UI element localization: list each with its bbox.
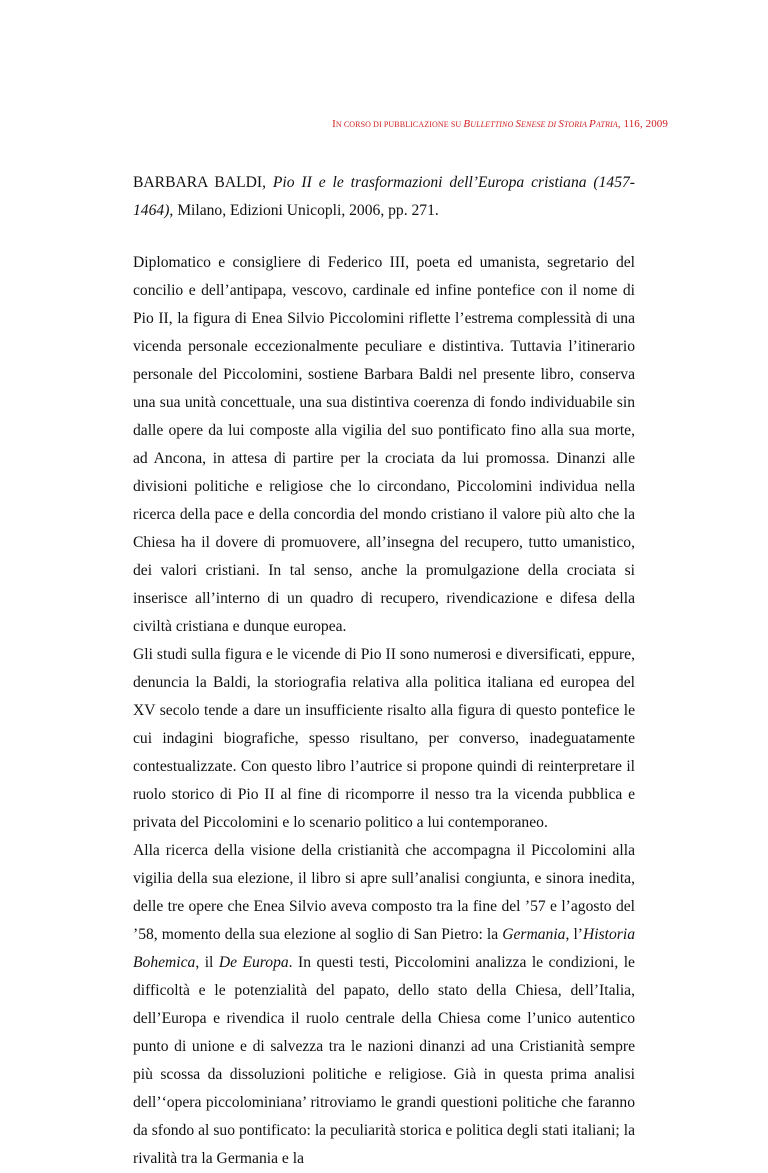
citation-title: Pio II e le trasformazioni dell’Europa cristiana (1457-1464) xyxy=(133,174,636,219)
paragraph-1: Diplomatico e consigliere di Federico III, poeta ed umanista, segretario del concilio e dell’antipapa, vescovo, cardinale ed infine pontefice con il nome di Pio II, la figura di Enea Silvio Piccolomini riflette l’estrema complessità di una vicenda personale eccezionalmente peculiare e distintiva. Tuttavia l’itinerario personale del Piccolomini, sostiene Barbara Baldi nel presente libro, conserva una sua unità concettuale, una sua distintiva coerenza di fondo individuabile sin dalle opere da lui composte alla vigilia del suo pontificato fino alla sua morte, ad Ancona, in attesa di partire per la crociata da lui promossa. Dinanzi alle divisioni politiche e religiose che lo circondano, Piccolomini individua nella ricerca della pace e della concordia del mondo cristiano il valore più alto che la Chiesa ha il dovere di promuovere, all’insegna del recupero, tutto umanistico, dei valori cristiani. In tal senso, anche la promulgazione della crociata si inserisce all’interno di un quadro di recupero, rivendicazione e difesa della civiltà cristiana e dunque europea. xyxy=(133,254,635,635)
running-header xyxy=(332,118,668,130)
paragraph-3-text: Alla ricerca della visione della cristianità che accompagna il Piccolomini alla vigilia della sua elezione, il libro si apre sull’analisi congiunta, e sinora inedita, delle tre opere che Enea Silvio aveva composto tra la fine del ’57 e l’agosto del ’58, momento della sua elezione al soglio di San Pietro: la xyxy=(133,842,635,943)
header-initial: I xyxy=(332,118,336,130)
journal-initial: S xyxy=(515,118,522,130)
paragraph-3-text: , il xyxy=(195,954,219,971)
header-text: N CORSO DI PUBBLICAZIONE SU xyxy=(335,120,464,129)
journal-text: ATRIA xyxy=(595,120,618,129)
journal-initial: P xyxy=(588,118,596,130)
citation-publisher: , Milano, Edizioni Unicopli, 2006, pp. 271. xyxy=(169,202,439,219)
paragraph-3-text: , l’ xyxy=(565,926,583,943)
journal-initial: S xyxy=(558,118,564,130)
paragraph-3-text: . In questi testi, Piccolomini analizza le condizioni, le difficoltà e le potenzialità del papato, dello stato della Chiesa, dell’Italia, dell’Europa e rivendica il ruolo centrale della Chiesa come l’unico autentico punto di unione e di salvezza tra le nazioni dinanzi ad una Cristianità sempre più scossa da dissoluzioni politiche e religiose. Già in questa prima analisi dell’‘opera piccolominiana’ ritroviamo le grandi questioni politiche che faranno da sfondo al suo pontificato: la peculiarità storica e politica degli stati italiani; la rivalità tra la Germania e la xyxy=(133,954,635,1167)
journal-text: TORIA xyxy=(564,120,589,129)
review-body xyxy=(133,249,635,1173)
work-title-de-europa: De Europa xyxy=(218,954,289,971)
book-citation xyxy=(133,169,635,225)
journal-text: ULLETTINO xyxy=(470,120,516,129)
paragraph-3 xyxy=(133,837,635,1173)
citation-separator: , xyxy=(262,174,273,191)
journal-text: ENESE DI xyxy=(521,120,559,129)
work-title-germania: Germania xyxy=(502,926,566,943)
work-title-historia-bohemica: Historia Bohemica xyxy=(133,926,635,971)
header-issue: , 116, 2009 xyxy=(617,118,668,130)
citation-author: BARBARA BALDI xyxy=(133,174,263,191)
paragraph-2: Gli studi sulla figura e le vicende di Pio II sono numerosi e diversificati, eppure, denuncia la Baldi, la storiografia relativa alla politica italiana ed europea del XV secolo tende a dare un insufficiente risalto alla figura di questo pontefice le cui indagini biografiche, spesso risultano, per converso, inadeguatamente contestualizzate. Con questo libro l’autrice si propone quindi di reinterpretare il ruolo storico di Pio II al fine di ricomporre il nesso tra la vicenda pubblica e privata del Piccolomini e lo scenario politico a lui contemporaneo. xyxy=(133,646,635,831)
journal-initial: B xyxy=(463,118,471,130)
